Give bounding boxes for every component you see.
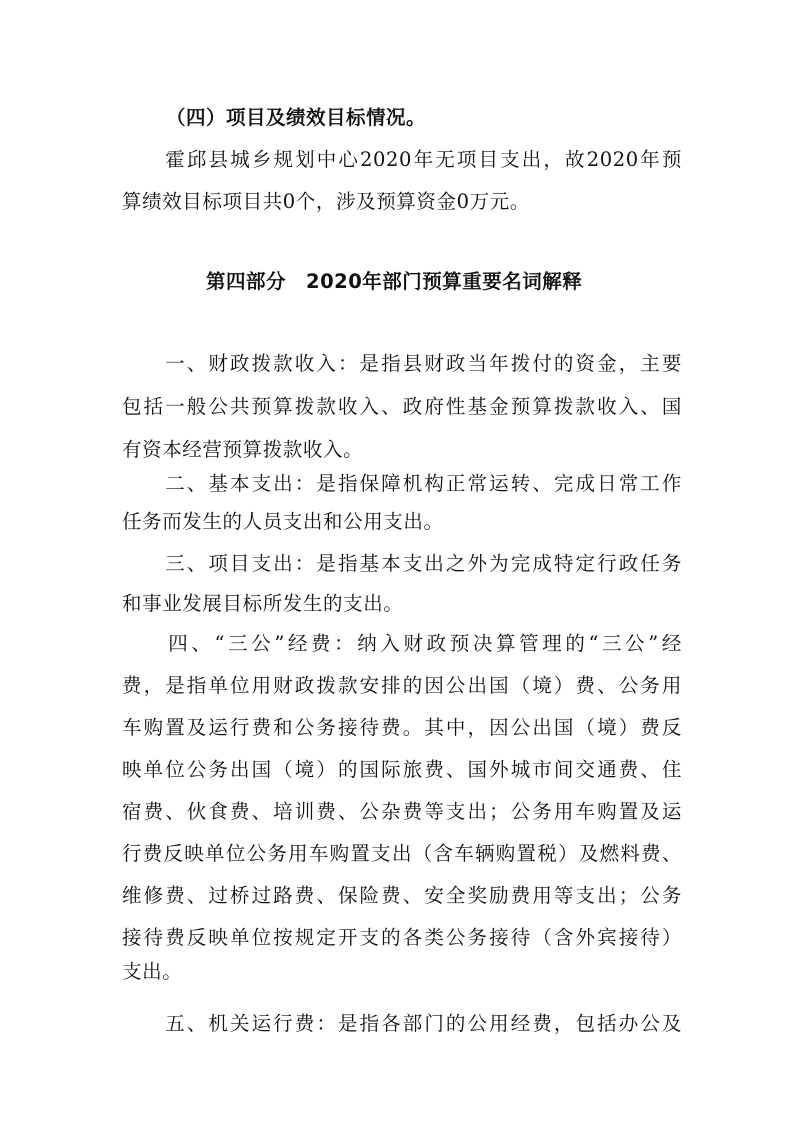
paragraph-line: 五、机关运行费：是指各部门的公用经费，包括办公及 xyxy=(122,1012,682,1035)
paragraph-line: 包括一般公共预算拨款收入、政府性基金预算拨款收入、国 xyxy=(122,395,682,418)
paragraph-line: 支出。 xyxy=(122,960,183,983)
paragraph-line: 行费反映单位公务用车购置支出（含车辆购置税）及燃料费、 xyxy=(122,842,682,865)
paragraph-line: 映单位公务出国（境）的国际旅费、国外城市间交通费、住 xyxy=(122,758,682,781)
paragraph-line: 任务而发生的人员支出和公用支出。 xyxy=(122,510,444,533)
paragraph-line: 车购置及运行费和公务接待费。其中，因公出国（境）费反 xyxy=(122,716,682,739)
paragraph-line: 一、财政拨款收入：是指县财政当年拨付的资金，主要 xyxy=(122,352,682,375)
paragraph-line: 霍邱县城乡规划中心2020年无项目支出，故2020年预 xyxy=(122,148,682,171)
paragraph-line: 宿费、伙食费、培训费、公杂费等支出；公务用车购置及运 xyxy=(122,800,682,823)
paragraph-line: 费，是指单位用财政拨款安排的因公出国（境）费、公务用 xyxy=(122,674,682,697)
paragraph-line: 接待费反映单位按规定开支的各类公务接待（含外宾接待） xyxy=(122,926,682,949)
paragraph-line: 和事业发展目标所发生的支出。 xyxy=(122,592,404,615)
part-heading: 第四部分 2020年部门预算重要名词解释 xyxy=(206,270,583,293)
paragraph-line: 有资本经营预算拨款收入。 xyxy=(122,438,364,461)
paragraph-line: 四、“三公”经费：纳入财政预决算管理的“三公”经 xyxy=(122,632,682,655)
subsection-heading: （四）项目及绩效目标情况。 xyxy=(166,106,427,129)
paragraph-line: 二、基本支出：是指保障机构正常运转、完成日常工作 xyxy=(122,472,682,495)
paragraph-line: 维修费、过桥过路费、保险费、安全奖励费用等支出；公务 xyxy=(122,884,682,907)
paragraph-line: 三、项目支出：是指基本支出之外为完成特定行政任务 xyxy=(122,552,682,575)
paragraph-line: 算绩效目标项目共0个，涉及预算资金0万元。 xyxy=(122,190,530,213)
